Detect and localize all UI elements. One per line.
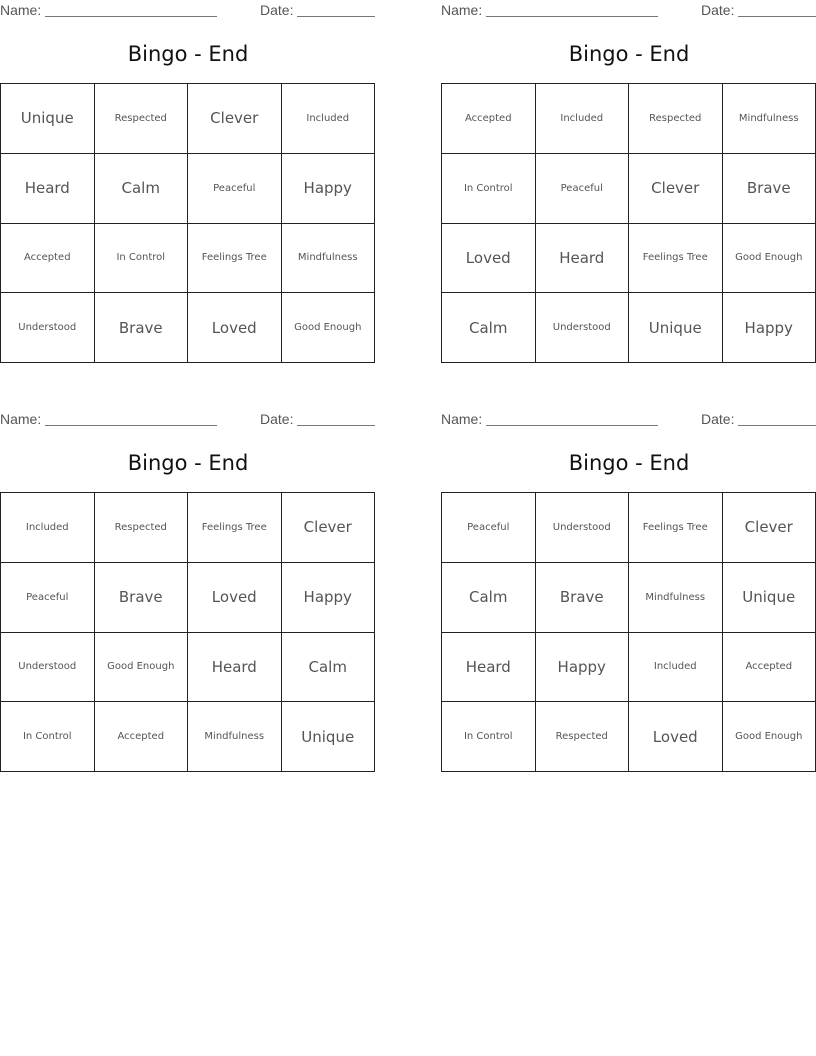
bingo-cell: Feelings Tree xyxy=(188,224,282,294)
date-field-line xyxy=(297,425,375,426)
bingo-cell: Calm xyxy=(95,154,189,224)
bingo-cell: In Control xyxy=(1,702,95,772)
bingo-cell: Peaceful xyxy=(536,154,630,224)
bingo-card-4 xyxy=(441,409,816,773)
bingo-cell: Brave xyxy=(95,563,189,633)
bingo-cell: Peaceful xyxy=(1,563,95,633)
name-label: Name: xyxy=(0,2,42,18)
bingo-cell: Feelings Tree xyxy=(629,224,723,294)
bingo-cell: Clever xyxy=(723,493,816,563)
name-field-line xyxy=(45,16,217,17)
bingo-card-3 xyxy=(0,409,376,773)
bingo-grid xyxy=(441,492,816,772)
bingo-cell: Loved xyxy=(629,702,723,772)
card-header xyxy=(0,409,376,431)
bingo-cell: Good Enough xyxy=(723,224,816,294)
name-field-line xyxy=(486,16,658,17)
bingo-grid xyxy=(0,492,375,772)
bingo-cell: Heard xyxy=(188,633,282,703)
card-header xyxy=(441,409,816,431)
card-title: Bingo - End xyxy=(127,451,249,475)
card-title: Bingo - End xyxy=(127,42,249,66)
bingo-cell: Feelings Tree xyxy=(629,493,723,563)
name-label: Name: xyxy=(441,411,483,427)
date-label: Date: xyxy=(260,411,294,427)
bingo-grid xyxy=(0,83,375,363)
bingo-cell: Mindfulness xyxy=(282,224,376,294)
bingo-cell: Heard xyxy=(1,154,95,224)
bingo-cell: Brave xyxy=(723,154,816,224)
bingo-cell: Feelings Tree xyxy=(188,493,282,563)
bingo-cell: Respected xyxy=(95,493,189,563)
date-field-line xyxy=(297,16,375,17)
bingo-cell: Included xyxy=(1,493,95,563)
card-header xyxy=(441,0,816,22)
bingo-cell: Respected xyxy=(629,84,723,154)
bingo-cell: Understood xyxy=(1,633,95,703)
bingo-cell: Loved xyxy=(188,563,282,633)
bingo-cell: Good Enough xyxy=(723,702,816,772)
bingo-cell: Happy xyxy=(282,154,376,224)
name-label: Name: xyxy=(0,411,42,427)
bingo-cell: Brave xyxy=(536,563,630,633)
bingo-cell: Mindfulness xyxy=(188,702,282,772)
bingo-cell: Good Enough xyxy=(282,293,376,363)
card-title: Bingo - End xyxy=(568,451,690,475)
bingo-cell: Accepted xyxy=(723,633,816,703)
bingo-cell: Clever xyxy=(282,493,376,563)
bingo-cell: Understood xyxy=(536,493,630,563)
bingo-cell: Brave xyxy=(95,293,189,363)
bingo-cell: Calm xyxy=(442,563,536,633)
card-header xyxy=(0,0,376,22)
bingo-cell: Happy xyxy=(536,633,630,703)
bingo-cell: Unique xyxy=(723,563,816,633)
bingo-cell: Calm xyxy=(282,633,376,703)
bingo-cell: Peaceful xyxy=(442,493,536,563)
bingo-cell: Peaceful xyxy=(188,154,282,224)
bingo-cell: Included xyxy=(629,633,723,703)
date-field-line xyxy=(738,16,816,17)
bingo-cell: Accepted xyxy=(95,702,189,772)
card-title: Bingo - End xyxy=(568,42,690,66)
bingo-cell: In Control xyxy=(442,702,536,772)
bingo-cell: Mindfulness xyxy=(629,563,723,633)
bingo-cell: Respected xyxy=(95,84,189,154)
bingo-cell: Unique xyxy=(1,84,95,154)
bingo-cell: Clever xyxy=(188,84,282,154)
bingo-cell: Loved xyxy=(442,224,536,294)
date-label: Date: xyxy=(701,411,735,427)
bingo-cell: Mindfulness xyxy=(723,84,816,154)
bingo-card-1 xyxy=(0,0,376,364)
bingo-cell: Loved xyxy=(188,293,282,363)
bingo-grid xyxy=(441,83,816,363)
bingo-card-2 xyxy=(441,0,816,364)
bingo-cell: Respected xyxy=(536,702,630,772)
bingo-cell: Heard xyxy=(442,633,536,703)
date-label: Date: xyxy=(260,2,294,18)
date-field-line xyxy=(738,425,816,426)
bingo-cell: Heard xyxy=(536,224,630,294)
bingo-cell: Accepted xyxy=(1,224,95,294)
date-label: Date: xyxy=(701,2,735,18)
bingo-cell: Happy xyxy=(723,293,816,363)
bingo-cell: Good Enough xyxy=(95,633,189,703)
bingo-cell: Understood xyxy=(1,293,95,363)
bingo-cell: Accepted xyxy=(442,84,536,154)
bingo-cell: Happy xyxy=(282,563,376,633)
bingo-cell: Calm xyxy=(442,293,536,363)
bingo-cell: Unique xyxy=(282,702,376,772)
name-field-line xyxy=(45,425,217,426)
bingo-cell: In Control xyxy=(442,154,536,224)
bingo-cell: Unique xyxy=(629,293,723,363)
name-field-line xyxy=(486,425,658,426)
bingo-cell: In Control xyxy=(95,224,189,294)
bingo-cell: Included xyxy=(282,84,376,154)
bingo-cell: Included xyxy=(536,84,630,154)
bingo-cell: Clever xyxy=(629,154,723,224)
name-label: Name: xyxy=(441,2,483,18)
bingo-cell: Understood xyxy=(536,293,630,363)
